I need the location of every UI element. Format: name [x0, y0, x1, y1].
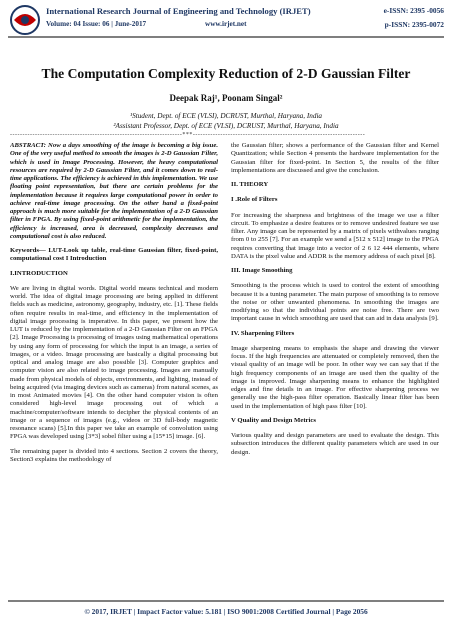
sharpening-filters-paragraph: Image sharpening means to emphasis the shape and drawing the viewer focus. If the high frequencies are attenuated or completely removed, then the visual quality of an image will be poor. In other way we can say that if the high frequency components of an image are used then the quality of the image is improved. Image sharpening means to enhance the highlighted edges and fine details in an image. For effective sharpening process we generally use the high-pass filter operation. Basically linear filter has been used in the implementation of high pass filter [10]. [231, 344, 439, 410]
header-divider [8, 36, 444, 38]
journal-website-link[interactable]: www.irjet.net [205, 20, 247, 28]
abstract: ABSTRACT: Now a days smoothing of the image is becoming a big issue. One of the very useful method to smooth the images is 2-D Gaussian Filter, which is used in Image Processing. However, the heavy computational resources are required by 2-D Gaussian Filter, and it comes down to real-time applications. The efficiency is achieved in this implementation. We use floating point representation, but there are certain problems for the implementation because it requires large computational power in order to achieve real-time image processing. On the other hand a fixed-point approach is much more suitable for the implementation of a 2-D Gaussian filter in FPGA. By using fixed-point arithmetic for the implementation, the efficiency is increased, area is decreased, complexity decreases and computational cost is also reduced. [10, 142, 218, 240]
paper-title: The Computation Complexity Reduction of 2-D Gaussian Filter [41, 66, 411, 81]
section-separator: ---------------------------------------------------------------------***--------------------------------------------------------------------- [10, 132, 366, 138]
footer-divider [8, 600, 444, 602]
role-of-filters-paragraph: For increasing the sharpness and brightness of the image we use a filter circuit. To emphasize a desire features or to remove undesired feature we use filter. Any image can be represented by a matrix of pixels withvalues ranging from 0 to 255 [7]. For an example we send a [512 x 512] image to the FPGA requires converting that image into a vector of 2 6 12 444 elements, where DATA is the pixel value and ADDR is the memory address of each pixel [8]. [231, 211, 439, 260]
journal-title: International Research Journal of Engineering and Technology (IRJET) [46, 6, 311, 16]
quality-metrics-heading: V Quality and Design Metrics [231, 416, 316, 424]
e-issn: e-ISSN: 2395 -0056 [383, 6, 444, 15]
left-column [10, 142, 218, 582]
introduction-heading: I.INTRODUCTION [10, 269, 68, 277]
theory-heading: II. THEORY [231, 181, 269, 188]
p-issn: p-ISSN: 2395-0072 [384, 20, 444, 29]
keywords: Keywords— LUT-Look up table, real-time Gaussian filter, fixed-point, computational cost I Introduction [10, 247, 218, 263]
paper-organization-paragraph: The remaining paper is divided into 4 sections. Section 2 covers the theory, Section3 explains the methodology of [10, 447, 218, 463]
introduction-paragraph: We are living in digital words. Digital world means technical and modern world. The idea of digital image processing are being applied in different fields such as medicine, astronomy, geography, industry, etc. [1]. These fields often require results in real-time, and efficiency in the implementation of digital image processing is imperative. In this paper, we present how the LUT is reduced by the implementation of a 2-D Gaussian Filter on an FPGA [2]. Image Processing is processing of images using mathematical operations by using any form of processing for which the input is an image, a series of images, or a video. Image processing are basically a digital processing but optical and analog image are also possible [3]. Computer graphics and computer vision are also related to image processing. Images are manually made from physical models of objects, environments, and lighting, instead of being acquired (via imaging devices such as cameras) from natural scenes, as in most Animated movies [4]. On the other hand computer vision is often considered high-level image processing out of which a machine/computer/software intends to decipher the physical contents of an image or a sequence of images (e.g., videos or 3D full-body magnetic resonance scans) [5].In this paper we take an example of convolution using FPGA was developed using [3*3] sobel filter using a [15*15] image. [6]. [10, 284, 218, 441]
page-header [0, 0, 452, 42]
affiliation-2: ²Assistant Professor, Dept. of ECE (VLSI), DCRUST, Murthal, Haryana, India [113, 122, 339, 130]
volume-issue: Volume: 04 Issue: 06 | June-2017 [46, 20, 147, 28]
quality-metrics-paragraph: Various quality and design parameters are used to evaluate the design. This subsection introduces the different quality parameters which are used in our design. [231, 432, 439, 456]
image-smoothing-heading: III. Image Smoothing [231, 267, 293, 274]
page-footer: © 2017, IRJET | Impact Factor value: 5.181 | ISO 9001:2008 Certified Journal | Page 2056 [84, 607, 368, 616]
right-column [231, 142, 439, 582]
image-smoothing-paragraph: Smoothing is the process which is used to control the extent of smoothing because it is a tuning parameter. The main purpose of smoothing is to remove the noise or other unwanted phenomena. In smoothing the images are modifying so that the individual points are noise free. There are two important cause in which smoothing are used that can aid in data analysis [9]. [231, 282, 439, 323]
authors: Deepak Raj¹, Poonam Singal² [169, 93, 283, 103]
affiliation-1: ¹Student, Dept. of ECE (VLSI), DCRUST, Murthal, Haryana, India [129, 112, 323, 120]
organization-continued-paragraph: the Gaussian filter; shows a performance of the Gaussian filter and Kernel Quantization; while Section 4 presents the hardware implementation for the Gaussian filter for fixed-point. In Section 5, the results of the filter implementations are discussed and give the conclusion. [231, 142, 439, 174]
sharpening-filters-heading: IV. Sharpening Filters [231, 329, 295, 337]
irjet-logo-icon [8, 4, 42, 36]
role-of-filters-heading: I .Role of Filters [231, 196, 278, 204]
